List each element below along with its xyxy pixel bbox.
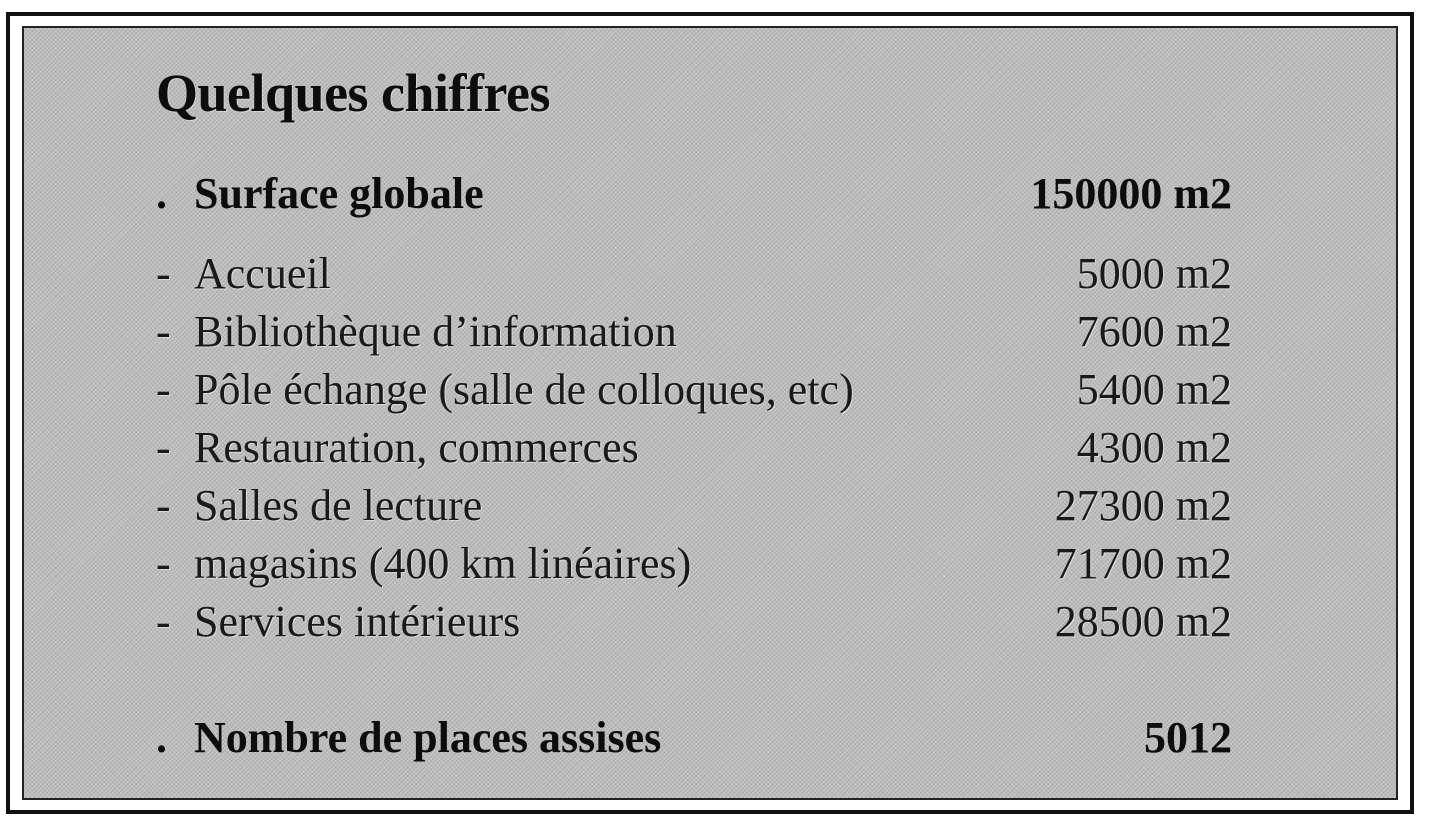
- item-value: 7600 m2: [1076, 307, 1232, 356]
- places-assises-label-group: [156, 713, 662, 762]
- item-value: 71700 m2: [1054, 539, 1232, 588]
- item-label-group: [156, 307, 677, 356]
- item-row-salles-lecture: [156, 481, 1232, 530]
- surface-globale-row: [156, 169, 1232, 218]
- item-value: 27300 m2: [1054, 481, 1232, 530]
- bullet-dot: .: [156, 713, 167, 762]
- item-row-magasins: [156, 539, 1232, 588]
- item-row-bibliotheque: [156, 307, 1232, 356]
- item-label-group: [156, 423, 639, 472]
- bullet-dash: -: [156, 365, 171, 414]
- page-title: Quelques chiffres: [156, 63, 550, 123]
- places-assises-row: [156, 713, 1232, 762]
- item-value: 5000 m2: [1076, 249, 1232, 298]
- bullet-dash: -: [156, 481, 171, 530]
- item-label: Salles de lecture: [194, 481, 483, 530]
- item-label-group: [156, 249, 331, 298]
- item-row-accueil: [156, 249, 1232, 298]
- item-label: Accueil: [194, 249, 331, 298]
- bullet-dash: -: [156, 423, 171, 472]
- item-label: magasins (400 km linéaires): [194, 539, 692, 588]
- item-value: 4300 m2: [1076, 423, 1232, 472]
- places-assises-label: Nombre de places assises: [194, 713, 662, 762]
- item-row-pole-echange: [156, 365, 1232, 414]
- bullet-dash: -: [156, 539, 171, 588]
- surface-globale-label: Surface globale: [194, 169, 484, 218]
- item-label: Bibliothèque d’information: [194, 307, 677, 356]
- bullet-dash: -: [156, 249, 171, 298]
- surface-globale-value: 150000 m2: [1030, 169, 1232, 218]
- item-label-group: [156, 365, 854, 414]
- item-label-group: [156, 539, 692, 588]
- item-label-group: [156, 481, 483, 530]
- item-label: Services intérieurs: [194, 597, 521, 646]
- item-label-group: [156, 597, 521, 646]
- bullet-dash: -: [156, 597, 171, 646]
- item-value: 5400 m2: [1076, 365, 1232, 414]
- item-row-services: [156, 597, 1232, 646]
- item-label: Pôle échange (salle de colloques, etc): [194, 365, 854, 414]
- bullet-dot: .: [156, 169, 167, 218]
- places-assises-value: 5012: [1144, 713, 1232, 762]
- item-value: 28500 m2: [1054, 597, 1232, 646]
- item-row-restauration: [156, 423, 1232, 472]
- surface-globale-label-group: [156, 169, 484, 218]
- item-label: Restauration, commerces: [194, 423, 639, 472]
- bullet-dash: -: [156, 307, 171, 356]
